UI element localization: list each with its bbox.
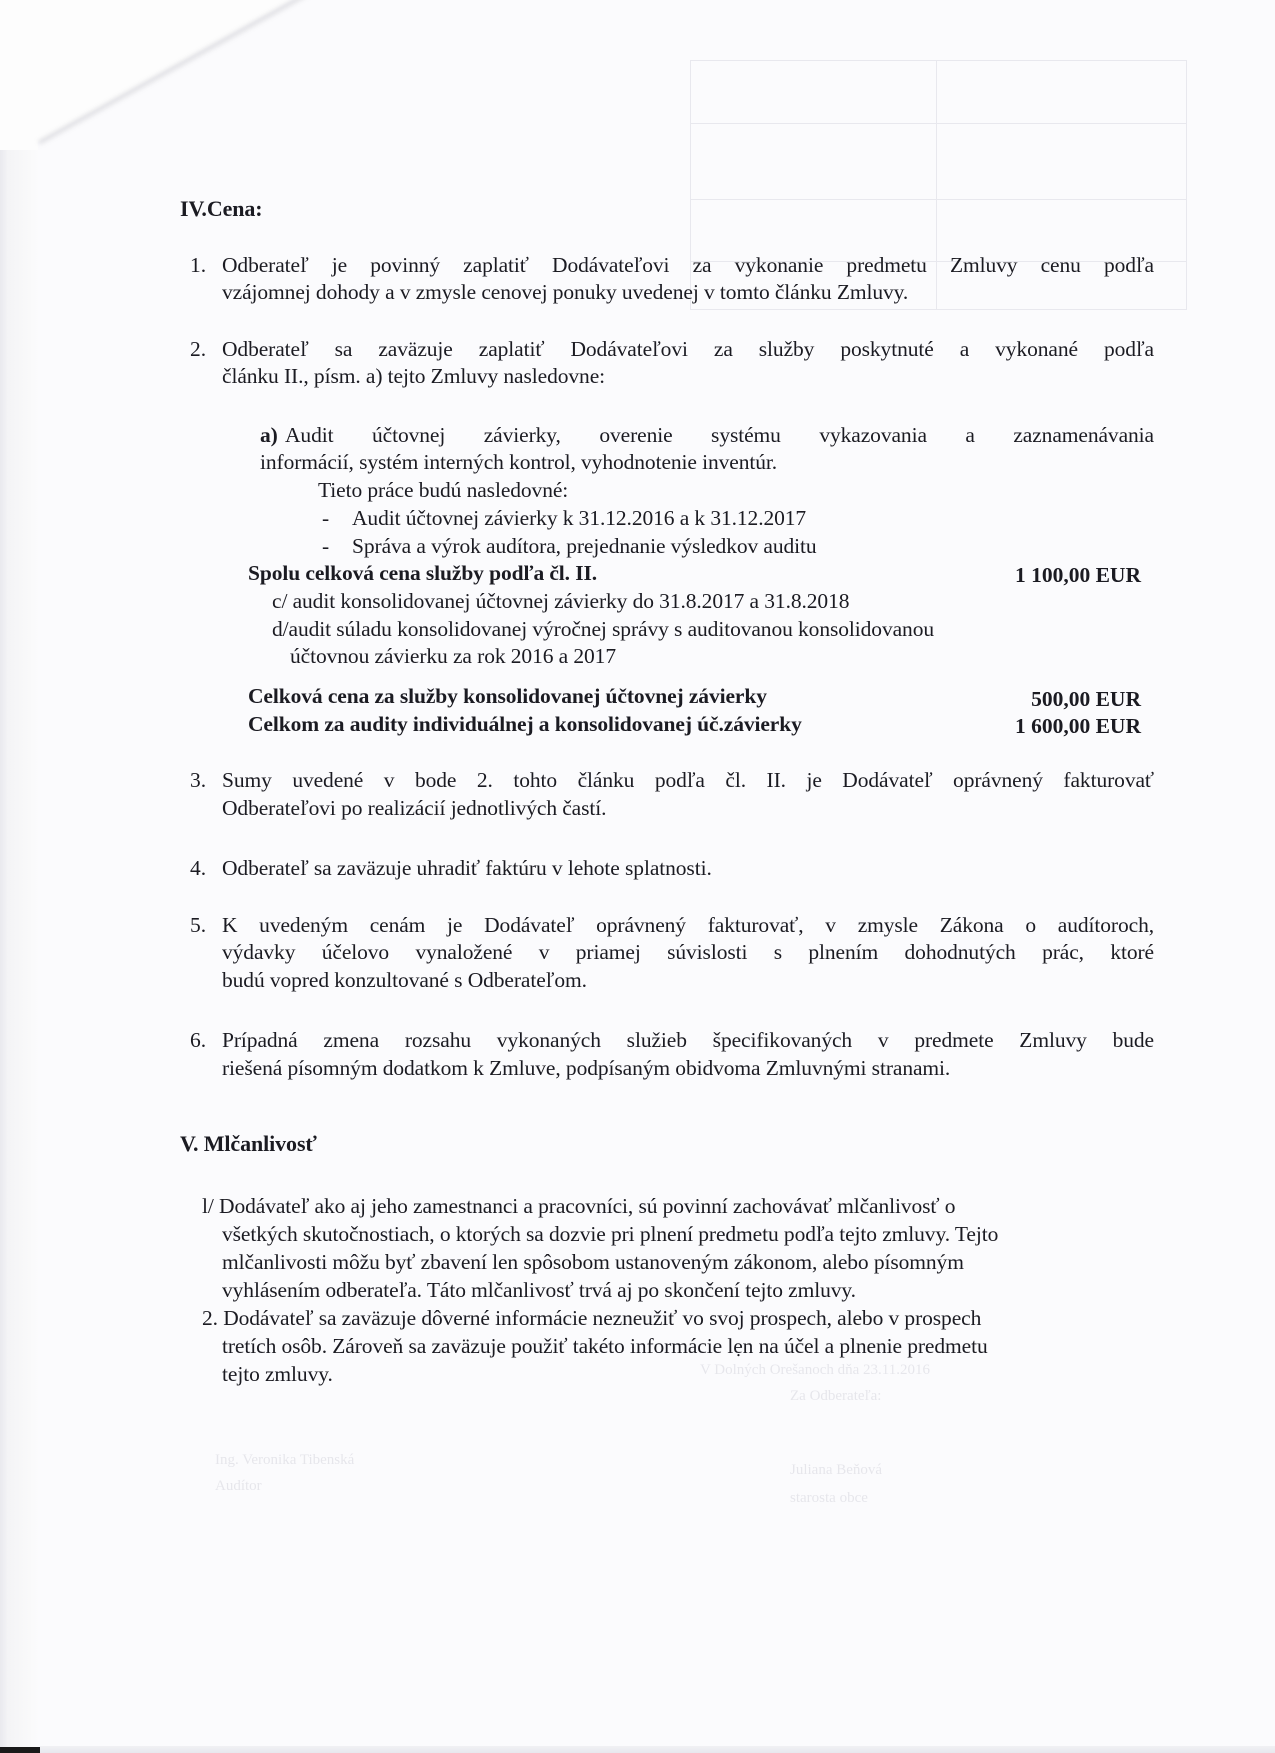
total-2-amount: 500,00 EUR	[1031, 687, 1141, 711]
bleed-through-text: Audítor	[215, 1478, 262, 1494]
item-number: 4.	[190, 856, 207, 880]
scan-left-edge	[0, 0, 38, 1753]
item-2-line-2: článku II., písm. a) tejto Zmluvy nasledovne:	[222, 364, 606, 388]
item-5-line-3: budú vopred konzultované s Odberateľom.	[222, 968, 587, 992]
v-item-1-line-2: všetkých skutočnostiach, o ktorých sa dozvie pri plnení predmetu podľa tejto zmluvy. Tejto	[222, 1222, 999, 1246]
v-item-1-line-4: vyhlásením odberateľa. Táto mlčanlivosť trvá aj po skončení tejto zmluvy.	[222, 1278, 856, 1302]
item-6-line-2: riešená písomným dodatkom k Zmluve, podpísaným obidvoma Zmluvnými stranami.	[222, 1056, 951, 1080]
section-heading-cena: IV.Cena:	[180, 196, 263, 221]
bleed-through-text: V Dolných Orešanoch dňa 23.11.2016	[700, 1362, 930, 1378]
bleed-through-text: Juliana Beňová	[790, 1462, 883, 1478]
item-number: 1.	[190, 253, 207, 277]
bleed-through-text: Za Odberateľa:	[790, 1388, 882, 1404]
bullet-item: Audit účtovnej závierky k 31.12.2016 a k 31.12.2017	[352, 506, 807, 530]
sub-c: c/ audit konsolidovanej účtovnej závierky do 31.8.2017 a 31.8.2018	[272, 589, 850, 613]
item-1-line-2: vzájomnej dohody a v zmysle cenovej ponuky uvedenej v tomto článku Zmluvy.	[222, 280, 909, 304]
item-3-line-2: Odberateľovi po realizácií jednotlivých častí.	[222, 796, 607, 820]
bullet-item: Správa a výrok audítora, prejednanie výsledkov auditu	[352, 534, 817, 558]
sub-d-line-2: účtovnou závierku za rok 2016 a 2017	[290, 644, 616, 668]
total-3-label: Celkom za audity individuálnej a konsolidovanej úč.závierky	[248, 712, 802, 736]
total-1-amount: 1 100,00 EUR	[1014, 563, 1141, 587]
v-item-2-line-1: 2. Dodávateľ sa zaväzuje dôverné informácie nezneužiť vo svoj prospech, alebo v prospech	[202, 1306, 982, 1330]
section-heading-mlcanlivost: V. Mlčanlivosť	[180, 1131, 317, 1156]
total-1-label: Spolu celková cena služby podľa čl. II.	[248, 561, 598, 585]
item-6-line-1: Prípadná zmena rozsahu vykonaných služieb špecifikovaných v predmete Zmluvy bude	[222, 1028, 1154, 1052]
item-4-line-1: Odberateľ sa zaväzuje uhradiť faktúru v lehote splatnosti.	[222, 856, 712, 880]
v-item-1-line-1: l/ Dodávateľ ako aj jeho zamestnanci a pracovníci, sú povinní zachovávať mlčanlivosť o	[202, 1194, 956, 1218]
sub-a-line-1: Audit účtovnej závierky, overenie systému vykazovania a zaznamenávania	[285, 423, 1154, 447]
v-item-2-line-2: tretích osôb. Zároveň sa zaväzuje použiť takéto informácie lẹn na účel a plnenie predmetu	[222, 1334, 988, 1358]
item-number: 2.	[190, 337, 207, 361]
item-1-line-1: Odberateľ je povinný zaplatiť Dodávateľovi za vykonanie predmetu Zmluvy cenu podľa	[222, 253, 1154, 277]
item-3-line-1: Sumy uvedené v bode 2. tohto článku podľa čl. II. je Dodávateľ oprávnený fakturovať	[222, 768, 1154, 792]
item-5-line-1: K uvedeným cenám je Dodávateľ oprávnený fakturovať, v zmysle Zákona o audítoroch,	[222, 913, 1154, 937]
v-item-2-line-3: tejto zmluvy.	[222, 1362, 333, 1386]
item-5-line-2: výdavky účelovo vynaložené v priamej súvislosti s plnením dohodnutých prác, ktoré	[222, 940, 1154, 964]
item-2-line-1: Odberateľ sa zaväzuje zaplatiť Dodávateľovi za služby poskytnuté a vykonané podľa	[222, 337, 1154, 361]
bullet-dash: -	[322, 506, 330, 530]
sub-a-label: a)	[260, 423, 278, 447]
sub-d-line-1: d/audit súladu konsolidovanej výročnej správy s auditovanou konsolidovanou	[272, 617, 934, 641]
item-number: 5.	[190, 913, 207, 937]
bullet-dash: -	[322, 534, 330, 558]
bleed-through-text: Ing. Veronika Tibenská	[215, 1452, 355, 1468]
v-item-1-line-3: mlčanlivosti môžu byť zbavení len spôsobom ustanoveným zákonom, alebo písomným	[222, 1250, 964, 1274]
bleed-through-text: starosta obce	[790, 1490, 868, 1506]
total-2-label: Celková cena za služby konsolidovanej účtovnej závierky	[248, 684, 767, 708]
total-3-amount: 1 600,00 EUR	[1014, 714, 1141, 738]
scan-corner-mark	[0, 1747, 40, 1753]
sub-a-line-2: informácií, systém interných kontrol, vyhodnotenie inventúr.	[260, 450, 778, 474]
item-number: 3.	[190, 768, 207, 792]
scan-bottom-edge	[40, 1746, 1275, 1753]
item-number: 6.	[190, 1028, 207, 1052]
sub-a-intro: Tieto práce budú nasledovné:	[318, 478, 569, 502]
